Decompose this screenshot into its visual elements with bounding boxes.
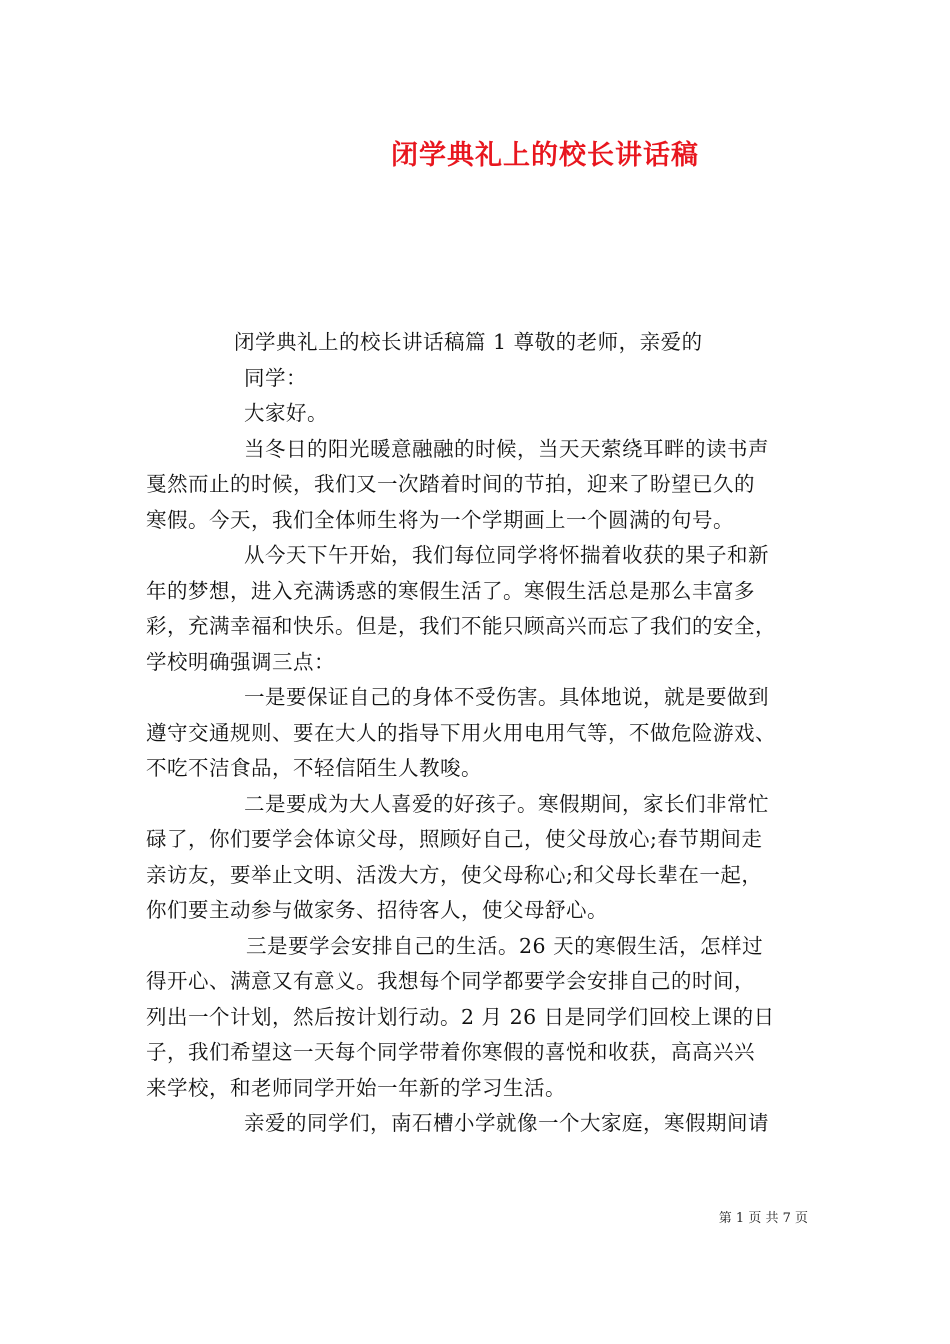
- paragraph-line: 得开心、满意又有意义。我想每个同学都要学会安排自己的时间，: [146, 969, 755, 993]
- paragraph-line: 同学：: [244, 365, 307, 390]
- paragraph-line: 一是要保证自己的身体不受伤害。具体地说，就是要做到: [244, 685, 769, 709]
- paragraph-line: 你们要主动参与做家务、招待客人，使父母舒心。: [146, 898, 608, 922]
- paragraph-line: 碌了，你们要学会体谅父母，照顾好自己，使父母放心;春节期间走: [146, 827, 763, 851]
- paragraph-line: 戛然而止的时候，我们又一次踏着时间的节拍，迎来了盼望已久的: [146, 472, 755, 496]
- paragraph-line: 彩，充满幸福和快乐。但是，我们不能只顾高兴而忘了我们的安全，: [146, 614, 776, 638]
- paragraph-line: 二是要成为大人喜爱的好孩子。寒假期间，家长们非常忙: [244, 791, 769, 816]
- paragraph-line: 遵守交通规则、要在大人的指导下用火用电用气等，不做危险游戏、: [146, 720, 776, 745]
- paragraph-line: 当冬日的阳光暖意融融的时候，当天天萦绕耳畔的读书声: [244, 436, 769, 461]
- paragraph-line: 三是要学会安排自己的生活。26 天的寒假生活，怎样过: [246, 933, 764, 958]
- page-number: 第 1 页 共 7 页: [718, 1211, 808, 1226]
- paragraph-line: 不吃不洁食品，不轻信陌生人教唆。: [146, 756, 482, 780]
- paragraph-line: 寒假。今天，我们全体师生将为一个学期画上一个圆满的句号。: [146, 507, 734, 532]
- paragraph-line: 列出一个计划，然后按计划行动。2 月 26 日是同学们回校上课的日: [146, 1004, 775, 1029]
- paragraph-line: 从今天下午开始，我们每位同学将怀揣着收获的果子和新: [244, 543, 769, 567]
- paragraph-line: 来学校，和老师同学开始一年新的学习生活。: [146, 1075, 566, 1100]
- paragraph-line: 亲爱的同学们，南石槽小学就像一个大家庭，寒假期间请: [244, 1111, 769, 1135]
- paragraph-line: 子，我们希望这一天每个同学带着你寒假的喜悦和收获，高高兴兴: [146, 1040, 755, 1064]
- paragraph-line: 学校明确强调三点：: [146, 649, 335, 674]
- paragraph-line: 大家好。: [244, 401, 328, 425]
- paragraph-line: 闭学典礼上的校长讲话稿篇 1 尊敬的老师，亲爱的: [234, 330, 703, 354]
- document-body: [146, 325, 806, 1142]
- document-title: 闭学典礼上的校长讲话稿: [391, 140, 699, 171]
- paragraph-line: 年的梦想，进入充满诱惑的寒假生活了。寒假生活总是那么丰富多: [146, 578, 755, 603]
- paragraph-line: 亲访友，要举止文明、活泼大方，使父母称心;和父母长辈在一起，: [146, 862, 763, 887]
